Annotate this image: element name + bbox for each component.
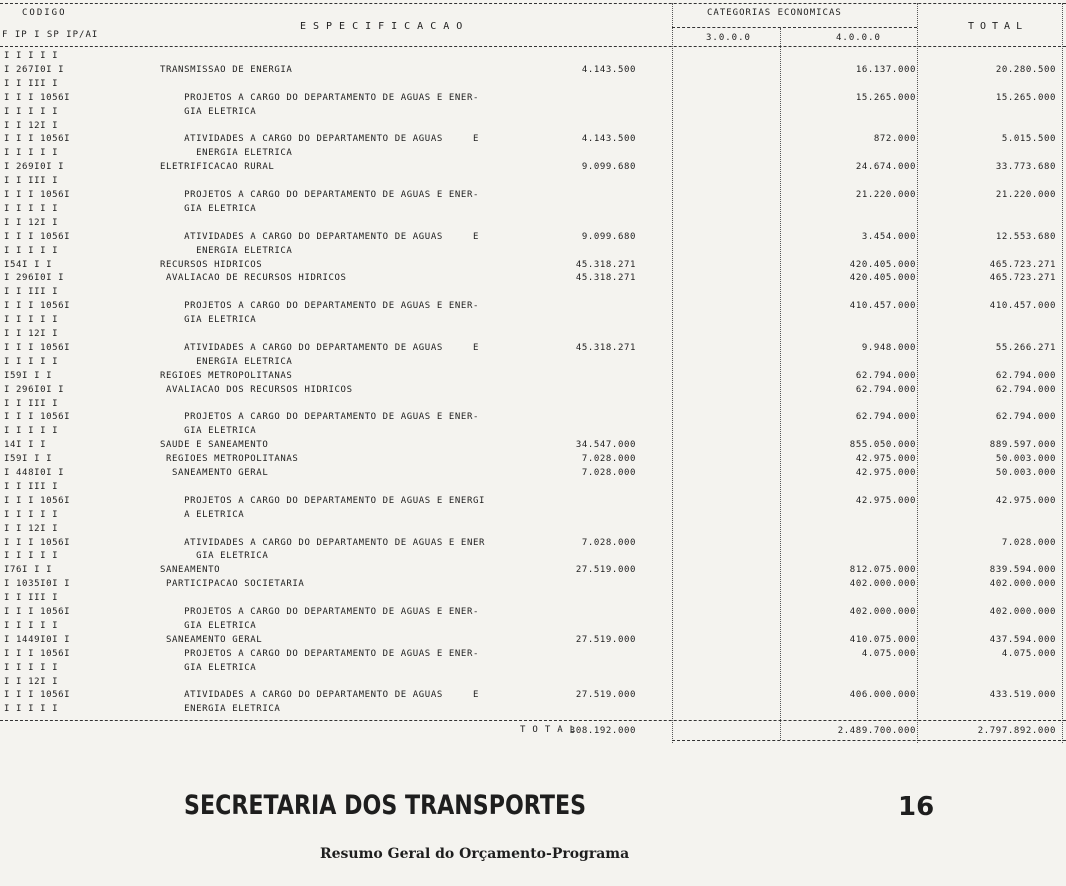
table-row (0, 161, 1066, 173)
row-specification: PROJETOS A CARGO DO DEPARTAMENTO DE AGUAS E ENER- (160, 301, 479, 312)
row-code: I I I I I (4, 315, 59, 326)
row-specification: REGIOES METROPOLITANAS (160, 454, 299, 465)
row-code: I I I 1056I (4, 690, 71, 701)
row-code: I I I I I (4, 662, 59, 673)
row-specification: ATIVIDADES A CARGO DO DEPARTAMENTO DE AGUAS E (160, 342, 479, 353)
row-code: I I 12I I (4, 523, 59, 534)
row-code: I I I 1056I (4, 92, 71, 103)
row-value-total: 465.723.271 (989, 273, 1056, 284)
row-code: I I I 1056I (4, 648, 71, 659)
row-code: I I I I I (4, 245, 59, 256)
table-row (0, 537, 1066, 549)
row-code: I I I 1056I (4, 537, 71, 548)
row-value-4000: 420.405.000 (849, 273, 916, 284)
row-value-total: 33.773.680 (995, 162, 1056, 173)
row-specification: ENERGIA ELETRICA (160, 148, 293, 159)
table-row (0, 92, 1066, 104)
header-bottom-rule (0, 46, 1066, 47)
row-code: I I I I I (4, 426, 59, 437)
table-row (0, 147, 1066, 159)
row-code: I I I I I (4, 356, 59, 367)
row-value-total: 889.597.000 (989, 440, 1056, 451)
row-value-3000: 27.519.000 (575, 565, 636, 576)
table-row (0, 550, 1066, 562)
row-specification: PROJETOS A CARGO DO DEPARTAMENTO DE AGUAS E ENER- (160, 607, 479, 617)
table-row (0, 439, 1066, 451)
row-specification: GIA ELETRICA (160, 203, 257, 214)
row-value-3000: 7.028.000 (581, 468, 636, 478)
row-value-4000: 3.454.000 (861, 231, 916, 242)
table-row (0, 286, 1066, 298)
row-code: I I I I I (4, 106, 59, 117)
table-row (0, 676, 1066, 688)
row-specification: PROJETOS A CARGO DO DEPARTAMENTO DE AGUAS E ENER- (160, 190, 479, 200)
row-value-3000: 34.547.000 (575, 440, 636, 451)
row-specification: PARTICIPACAO SOCIETARIA (160, 579, 305, 590)
row-specification: ENERGIA ELETRICA (160, 704, 281, 715)
row-value-3000: 27.519.000 (575, 690, 636, 701)
table-row (0, 356, 1066, 368)
row-specification: ELETRIFICACAO RURAL (160, 162, 275, 173)
row-value-total: 402.000.000 (989, 607, 1056, 617)
row-value-4000: 62.794.000 (855, 412, 916, 423)
row-code: I 448I0I I (4, 468, 65, 478)
row-code: I I I I I (4, 148, 59, 159)
total-3000: 308.192.000 (569, 726, 636, 736)
row-code: I 1449I0I I (4, 634, 71, 645)
row-code: I I I 1056I (4, 342, 71, 353)
row-code: I I I 1056I (4, 190, 71, 200)
row-value-4000: 9.948.000 (861, 342, 916, 353)
row-code: I 1035I0I I (4, 579, 71, 590)
row-specification: GIA ELETRICA (160, 620, 257, 631)
table-row (0, 384, 1066, 396)
row-code: I76I I I (4, 565, 53, 576)
total-label: TOTAL (520, 725, 583, 735)
row-code: I I I I I (4, 704, 59, 715)
row-code: I I I 1056I (4, 301, 71, 312)
footer-subtitle: Resumo Geral do Orçamento-Programa (320, 846, 630, 862)
header-total: TOTAL (968, 21, 1029, 32)
row-specification: ATIVIDADES A CARGO DO DEPARTAMENTO DE AGUAS E (160, 690, 479, 701)
row-value-4000: 62.794.000 (855, 384, 916, 395)
row-value-4000: 42.975.000 (855, 454, 916, 465)
header-categorias: CATEGORIAS ECONOMICAS (707, 8, 842, 18)
row-code: I I 12I I (4, 676, 59, 687)
table-row (0, 634, 1066, 646)
row-value-4000: 15.265.000 (855, 92, 916, 103)
row-value-3000: 4.143.500 (581, 134, 636, 145)
total-bottom-rule (672, 740, 1066, 741)
row-value-3000: 7.028.000 (581, 454, 636, 465)
row-code: I I 12I I (4, 217, 59, 228)
table-row (0, 120, 1066, 132)
row-value-4000: 410.457.000 (849, 301, 916, 312)
row-specification: GIA ELETRICA (160, 426, 257, 437)
row-code: I I III I (4, 78, 59, 89)
row-value-4000: 4.075.000 (861, 648, 916, 659)
table-row (0, 231, 1066, 243)
table-row (0, 64, 1066, 76)
row-value-total: 402.000.000 (989, 579, 1056, 590)
row-specification: ATIVIDADES A CARGO DO DEPARTAMENTO DE AGUAS E ENER (160, 537, 485, 548)
table-row (0, 662, 1066, 674)
table-row (0, 689, 1066, 701)
row-value-4000: 42.975.000 (855, 495, 916, 506)
row-specification: AVALIACAO DOS RECURSOS HIDRICOS (160, 384, 353, 395)
header-col-4: 4.0.0.0 (836, 33, 881, 43)
table-row (0, 189, 1066, 201)
row-code: I I III I (4, 287, 59, 298)
table-row (0, 133, 1066, 145)
table-row (0, 453, 1066, 465)
row-specification: GIA ELETRICA (160, 662, 257, 673)
table-row (0, 328, 1066, 340)
row-value-4000: 21.220.000 (855, 190, 916, 200)
row-value-total: 7.028.000 (1001, 537, 1056, 548)
row-value-3000: 9.099.680 (581, 162, 636, 173)
row-value-4000: 16.137.000 (855, 64, 916, 75)
row-specification: AVALIACAO DE RECURSOS HIDRICOS (160, 273, 347, 284)
row-code: I I I I I (4, 203, 59, 214)
table-row (0, 648, 1066, 660)
row-specification: GIA ELETRICA (160, 551, 269, 562)
table-row (0, 106, 1066, 118)
table-row (0, 217, 1066, 229)
table-row (0, 50, 1066, 62)
row-value-total: 62.794.000 (995, 370, 1056, 381)
row-value-3000: 27.519.000 (575, 634, 636, 645)
table-row (0, 342, 1066, 354)
total-grand: 2.797.892.000 (977, 726, 1056, 736)
row-code: I I I 1056I (4, 412, 71, 423)
row-specification: ATIVIDADES A CARGO DO DEPARTAMENTO DE AGUAS E (160, 134, 479, 145)
row-code: I59I I I (4, 370, 53, 381)
table-row (0, 620, 1066, 632)
row-value-4000: 406.000.000 (849, 690, 916, 701)
header-especificacao: ESPECIFICACAO (300, 21, 470, 32)
row-value-4000: 420.405.000 (849, 259, 916, 270)
row-value-3000: 9.099.680 (581, 231, 636, 242)
row-specification: SANEAMENTO GERAL (160, 634, 263, 645)
row-specification: ENERGIA ELETRICA (160, 245, 293, 256)
table-row (0, 203, 1066, 215)
row-value-total: 50.003.000 (995, 454, 1056, 465)
row-value-3000: 45.318.271 (575, 342, 636, 353)
row-code: I 269I0I I (4, 162, 65, 173)
table-row (0, 398, 1066, 410)
row-value-4000: 42.975.000 (855, 468, 916, 478)
row-value-total: 21.220.000 (995, 190, 1056, 200)
table-row (0, 467, 1066, 479)
row-code: I 267I0I I (4, 64, 65, 75)
header-codigo-sub: F IP I SP IP/AI (2, 30, 99, 40)
row-code: I I I I I (4, 620, 59, 631)
row-value-total: 410.457.000 (989, 301, 1056, 312)
row-code: I I I I I (4, 51, 59, 61)
row-value-total: 20.280.500 (995, 64, 1056, 75)
row-value-3000: 45.318.271 (575, 273, 636, 284)
table-row (0, 425, 1066, 437)
row-value-4000: 872.000 (873, 134, 916, 145)
table-row (0, 523, 1066, 535)
table-row (0, 411, 1066, 423)
row-code: I54I I I (4, 259, 53, 270)
table-row (0, 495, 1066, 507)
table-row (0, 481, 1066, 493)
table-row (0, 703, 1066, 715)
row-specification: PROJETOS A CARGO DO DEPARTAMENTO DE AGUAS E ENERGI (160, 495, 485, 506)
row-code: I I I 1056I (4, 495, 71, 506)
table-row (0, 606, 1066, 618)
row-value-total: 437.594.000 (989, 634, 1056, 645)
row-value-total: 4.075.000 (1001, 648, 1056, 659)
row-code: I I I 1056I (4, 134, 71, 145)
row-specification: SANEAMENTO GERAL (160, 468, 269, 478)
row-specification: SAUDE E SANEAMENTO (160, 440, 269, 451)
row-value-4000: 62.794.000 (855, 370, 916, 381)
row-code: I I III I (4, 593, 59, 604)
row-specification: GIA ELETRICA (160, 106, 257, 117)
categorias-rule (672, 27, 917, 28)
row-value-4000: 24.674.000 (855, 162, 916, 173)
total-row (0, 725, 1066, 739)
table-row (0, 272, 1066, 284)
row-code: I I III I (4, 481, 59, 492)
row-value-4000: 410.075.000 (849, 634, 916, 645)
row-value-total: 15.265.000 (995, 92, 1056, 103)
table-row (0, 509, 1066, 521)
row-code: 14I I I (4, 440, 47, 451)
row-specification: TRANSMISSAO DE ENERGIA (160, 64, 293, 75)
table-row (0, 259, 1066, 271)
row-code: I I I I I (4, 551, 59, 562)
body-bottom-rule (0, 720, 1066, 721)
row-value-4000: 855.050.000 (849, 440, 916, 451)
row-code: I 296I0I I (4, 273, 65, 284)
row-code: I I 12I I (4, 120, 59, 131)
row-value-4000: 812.075.000 (849, 565, 916, 576)
row-code: I I I 1056I (4, 231, 71, 242)
table-row (0, 592, 1066, 604)
row-specification: PROJETOS A CARGO DO DEPARTAMENTO DE AGUAS E ENER- (160, 92, 479, 103)
row-value-4000: 402.000.000 (849, 607, 916, 617)
table-row (0, 300, 1066, 312)
row-value-total: 62.794.000 (995, 412, 1056, 423)
row-specification: REGIOES METROPOLITANAS (160, 370, 293, 381)
row-value-3000: 4.143.500 (581, 64, 636, 75)
table-row (0, 370, 1066, 382)
row-specification: PROJETOS A CARGO DO DEPARTAMENTO DE AGUAS E ENER- (160, 412, 479, 423)
page-number: 16 (898, 792, 935, 822)
row-value-4000: 402.000.000 (849, 579, 916, 590)
header-col-3: 3.0.0.0 (706, 33, 751, 43)
table-row (0, 578, 1066, 590)
row-specification: ATIVIDADES A CARGO DO DEPARTAMENTO DE AGUAS E (160, 231, 479, 242)
total-4000: 2.489.700.000 (837, 726, 916, 736)
row-code: I I 12I I (4, 329, 59, 339)
row-code: I59I I I (4, 454, 53, 465)
row-specification: SANEAMENTO (160, 565, 221, 576)
row-value-total: 5.015.500 (1001, 134, 1056, 145)
header-codigo: CODIGO (22, 8, 67, 18)
row-value-total: 62.794.000 (995, 384, 1056, 395)
footer-title: SECRETARIA DOS TRANSPORTES (184, 790, 587, 821)
row-code: I I III I (4, 398, 59, 409)
row-specification: GIA ELETRICA (160, 315, 257, 326)
row-code: I I I I I (4, 509, 59, 520)
row-code: I 296I0I I (4, 384, 65, 395)
row-value-total: 433.519.000 (989, 690, 1056, 701)
row-value-total: 12.553.680 (995, 231, 1056, 242)
row-value-3000: 45.318.271 (575, 259, 636, 270)
row-value-total: 839.594.000 (989, 565, 1056, 576)
table-row (0, 314, 1066, 326)
row-specification: PROJETOS A CARGO DO DEPARTAMENTO DE AGUAS E ENER- (160, 648, 479, 659)
row-value-total: 50.003.000 (995, 468, 1056, 478)
row-value-3000: 7.028.000 (581, 537, 636, 548)
row-specification: RECURSOS HIDRICOS (160, 259, 263, 270)
table-row (0, 564, 1066, 576)
header-top-rule (0, 3, 1066, 4)
row-value-total: 55.266.271 (995, 342, 1056, 353)
row-value-total: 42.975.000 (995, 495, 1056, 506)
row-code: I I I 1056I (4, 607, 71, 617)
row-specification: A ELETRICA (160, 509, 245, 520)
table-row (0, 175, 1066, 187)
table-row (0, 245, 1066, 257)
table-row (0, 78, 1066, 90)
row-value-total: 465.723.271 (989, 259, 1056, 270)
row-specification: ENERGIA ELETRICA (160, 356, 293, 367)
row-code: I I III I (4, 176, 59, 187)
